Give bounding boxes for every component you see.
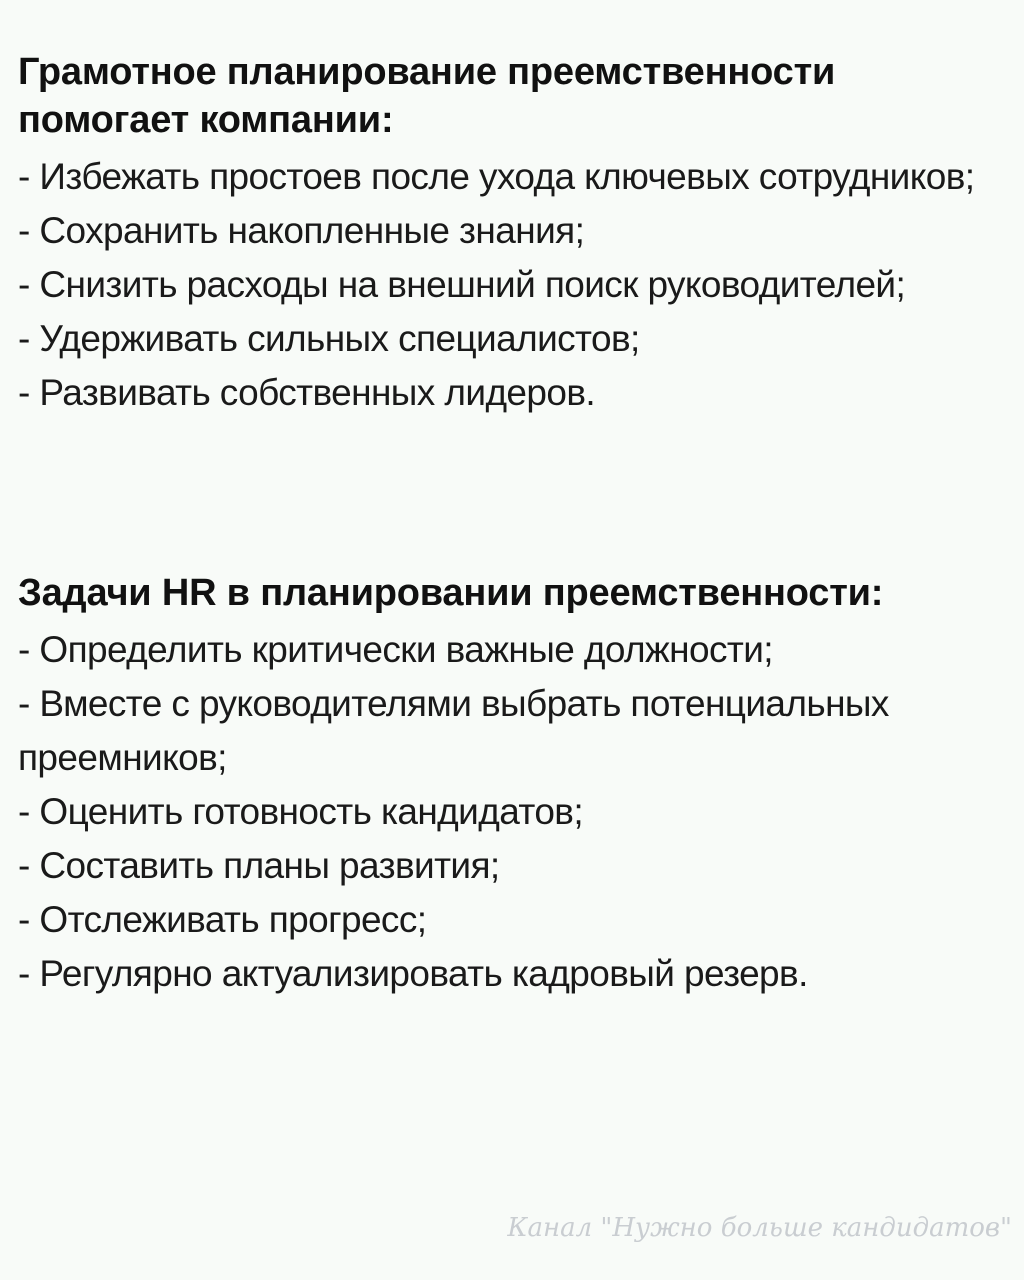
list-item: - Развивать собственных лидеров. bbox=[18, 372, 596, 413]
list-item: - Регулярно актуализировать кадровый резерв. bbox=[18, 953, 808, 994]
benefits-section bbox=[18, 48, 1008, 420]
list-item: - Отслеживать прогресс; bbox=[18, 899, 427, 940]
list-item: - Вместе с руководителями выбрать потенциальных преемников; bbox=[18, 683, 889, 778]
list-item: - Сохранить накопленные знания; bbox=[18, 210, 585, 251]
hr-tasks-heading: Задачи HR в планировании преемственности: bbox=[18, 572, 884, 614]
list-item: - Составить планы развития; bbox=[18, 845, 500, 886]
list-item: - Удерживать сильных специалистов; bbox=[18, 318, 640, 359]
benefits-heading: Грамотное планирование преемственности помогает компании: bbox=[18, 51, 836, 141]
hr-tasks-section bbox=[18, 569, 1008, 1001]
channel-signature: Канал "Нужно больше кандидатов" bbox=[507, 1213, 1012, 1243]
list-item: - Избежать простоев после ухода ключевых сотрудников; bbox=[18, 156, 975, 197]
benefits-list bbox=[18, 150, 1008, 420]
list-item: - Определить критически важные должности; bbox=[18, 629, 773, 670]
list-item: - Снизить расходы на внешний поиск руководителей; bbox=[18, 264, 906, 305]
list-item: - Оценить готовность кандидатов; bbox=[18, 791, 584, 832]
hr-tasks-list bbox=[18, 623, 1008, 1001]
